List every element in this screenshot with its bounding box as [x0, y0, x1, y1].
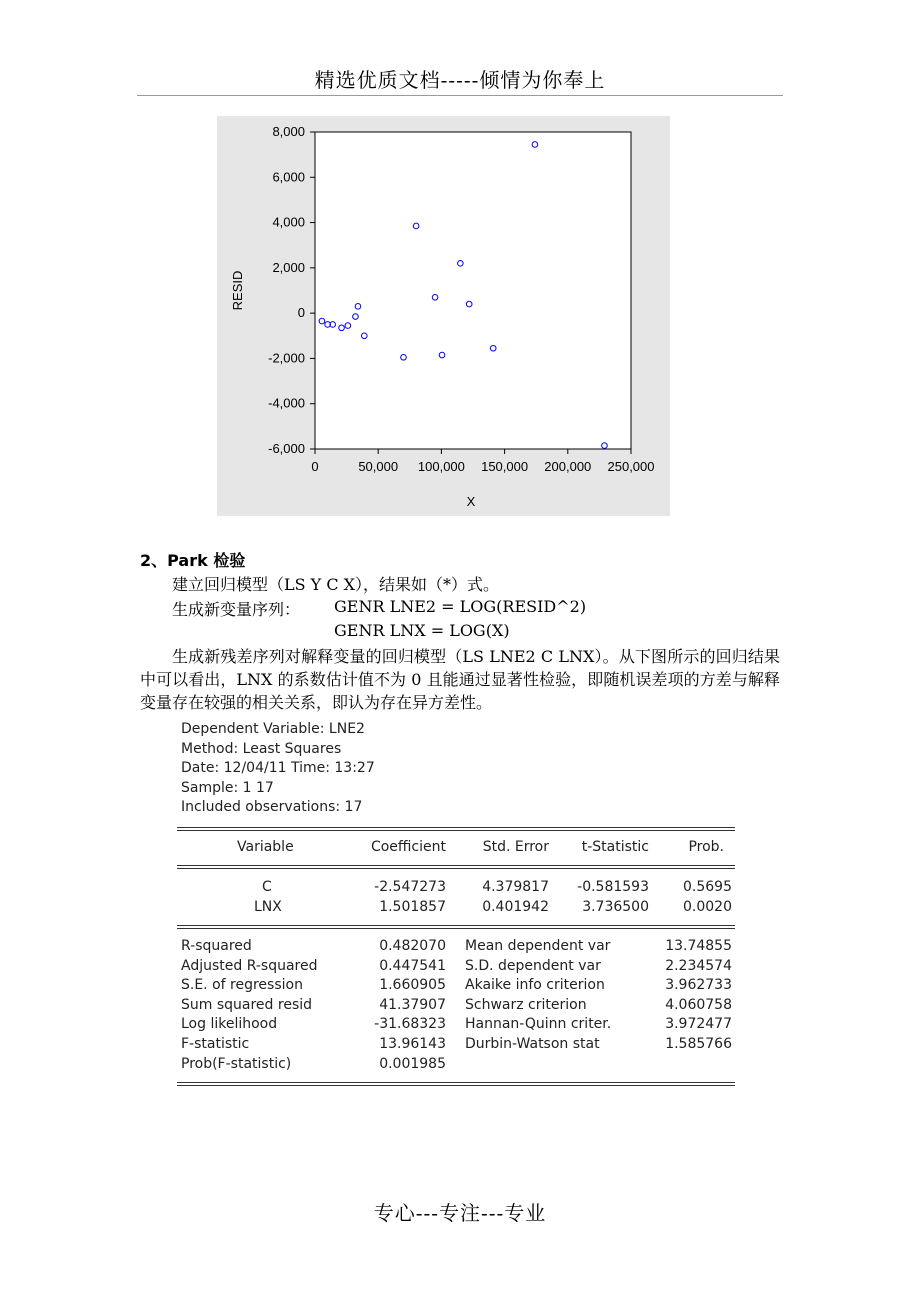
col-header-coefficient: Coefficient — [370, 839, 446, 855]
y-tick-label: -4,000 — [268, 395, 305, 411]
stat-label: Durbin-Watson stat — [465, 1035, 600, 1052]
stat-value: 0.001985 — [379, 1055, 446, 1072]
chart-svg — [217, 116, 670, 516]
stat-value: 13.96143 — [379, 1035, 446, 1052]
regression-meta — [181, 720, 375, 818]
stat-label: Prob(F-statistic) — [181, 1055, 292, 1072]
stat-label: F-statistic — [181, 1035, 250, 1052]
table-rule — [177, 1085, 735, 1086]
col-header-prob: Prob. — [688, 839, 724, 855]
stat-label: Sum squared resid — [181, 996, 313, 1013]
table-rule — [177, 830, 735, 831]
table-rule — [177, 928, 735, 929]
stats-values-right — [640, 937, 732, 1055]
body-line-1: 建立回归模型（LS Y C X），结果如（*）式。 — [172, 575, 500, 594]
stats-values-left — [345, 937, 446, 1074]
meta-line: Method: Least Squares — [181, 740, 342, 757]
body-line-2-command: GENR LNE2 = LOG(RESID^2) — [334, 597, 587, 616]
residual-scatter-chart — [217, 116, 670, 516]
table-cell: 0.0020 — [683, 899, 732, 915]
x-tick-label: 250,000 — [607, 459, 655, 474]
body-line-2-label: 生成新变量序列： — [172, 600, 301, 619]
x-tick-label: 0 — [311, 459, 319, 474]
page-footer: 专心---专注---专业 — [373, 1201, 547, 1225]
table-row-variable: LNX — [254, 899, 282, 915]
col-header-std-error: Std. Error — [482, 839, 549, 855]
body-line-3-command: GENR LNX = LOG(X) — [334, 621, 510, 640]
x-tick-label: 100,000 — [417, 459, 465, 474]
table-rule — [177, 925, 735, 926]
table-row-variable: C — [262, 879, 272, 895]
table-cell: 0.5695 — [683, 879, 732, 895]
y-tick-label: -2,000 — [268, 350, 305, 366]
x-tick-label: 200,000 — [544, 459, 592, 474]
stat-label: Mean dependent var — [465, 938, 611, 954]
meta-line: Sample: 1 17 — [181, 779, 274, 796]
y-tick-label: 4,000 — [272, 214, 305, 230]
plot-area — [315, 132, 631, 449]
x-tick-label: 150,000 — [481, 459, 529, 474]
stats-labels-left — [181, 937, 318, 1074]
stat-label: S.D. dependent var — [465, 957, 601, 974]
stat-label: Hannan-Quinn criter. — [465, 1016, 612, 1033]
table-cell: -0.581593 — [577, 879, 649, 895]
col-header-t-statistic: t-Statistic — [581, 839, 649, 855]
y-tick-label: 0 — [297, 305, 305, 321]
y-tick-label: -6,000 — [268, 441, 305, 456]
table-rule — [177, 865, 735, 866]
stat-label: S.E. of regression — [181, 977, 303, 994]
stat-label: Adjusted R-squared — [181, 957, 318, 974]
meta-line: Date: 12/04/11 Time: 13:27 — [181, 760, 375, 777]
section-title: 2、Park 检验 — [140, 551, 246, 570]
stat-value: 3.972477 — [665, 1016, 732, 1033]
stat-label: R-squared — [181, 938, 252, 954]
table-rule — [177, 827, 735, 828]
stat-value: 1.660905 — [379, 977, 446, 994]
stats-labels-right — [465, 937, 611, 1055]
stat-label: Akaike info criterion — [465, 977, 605, 994]
stat-value: 2.234574 — [665, 957, 732, 974]
page-header: 精选优质文档-----倾情为你奉上 — [314, 68, 606, 92]
stat-value: -31.68323 — [374, 1016, 446, 1033]
stat-label: Log likelihood — [181, 1016, 278, 1033]
table-cell: 4.379817 — [482, 879, 549, 895]
stat-value: 4.060758 — [665, 996, 732, 1013]
y-tick-label: 6,000 — [272, 169, 305, 185]
stat-value: 13.74855 — [665, 938, 732, 954]
stat-value: 3.962733 — [665, 977, 732, 994]
stat-value: 0.447541 — [379, 957, 446, 974]
table-rule — [177, 1082, 735, 1083]
table-cell: 3.736500 — [582, 899, 649, 915]
table-cell: 1.501857 — [379, 899, 446, 915]
meta-line: Dependent Variable: LNE2 — [181, 721, 365, 737]
col-header-variable: Variable — [237, 839, 294, 855]
y-tick-label: 2,000 — [272, 259, 305, 275]
meta-line: Included observations: 17 — [181, 799, 363, 816]
stat-value: 41.37907 — [379, 996, 446, 1013]
stat-label: Schwarz criterion — [465, 996, 587, 1013]
table-rule — [177, 868, 735, 869]
stat-value: 1.585766 — [665, 1035, 732, 1052]
x-tick-label: 50,000 — [358, 459, 399, 474]
header-rule — [137, 95, 783, 96]
y-tick-label: 8,000 — [272, 124, 305, 139]
body-paragraph: 生成新残差序列对解释变量的回归模型（LS LNE2 C LNX）。从下图所示的回归结果中可以看出，LNX 的系数估计值不为 0 且能通过显著性检验，即随机误差项的方差与解释变量存在较强的相关关系，即认为存在异方差性。 — [140, 647, 780, 712]
table-cell: -2.547273 — [374, 879, 446, 895]
table-cell: 0.401942 — [482, 899, 549, 915]
stat-value: 0.482070 — [379, 938, 446, 954]
x-axis-label: X — [466, 494, 476, 509]
y-axis-label: RESID — [230, 270, 245, 311]
